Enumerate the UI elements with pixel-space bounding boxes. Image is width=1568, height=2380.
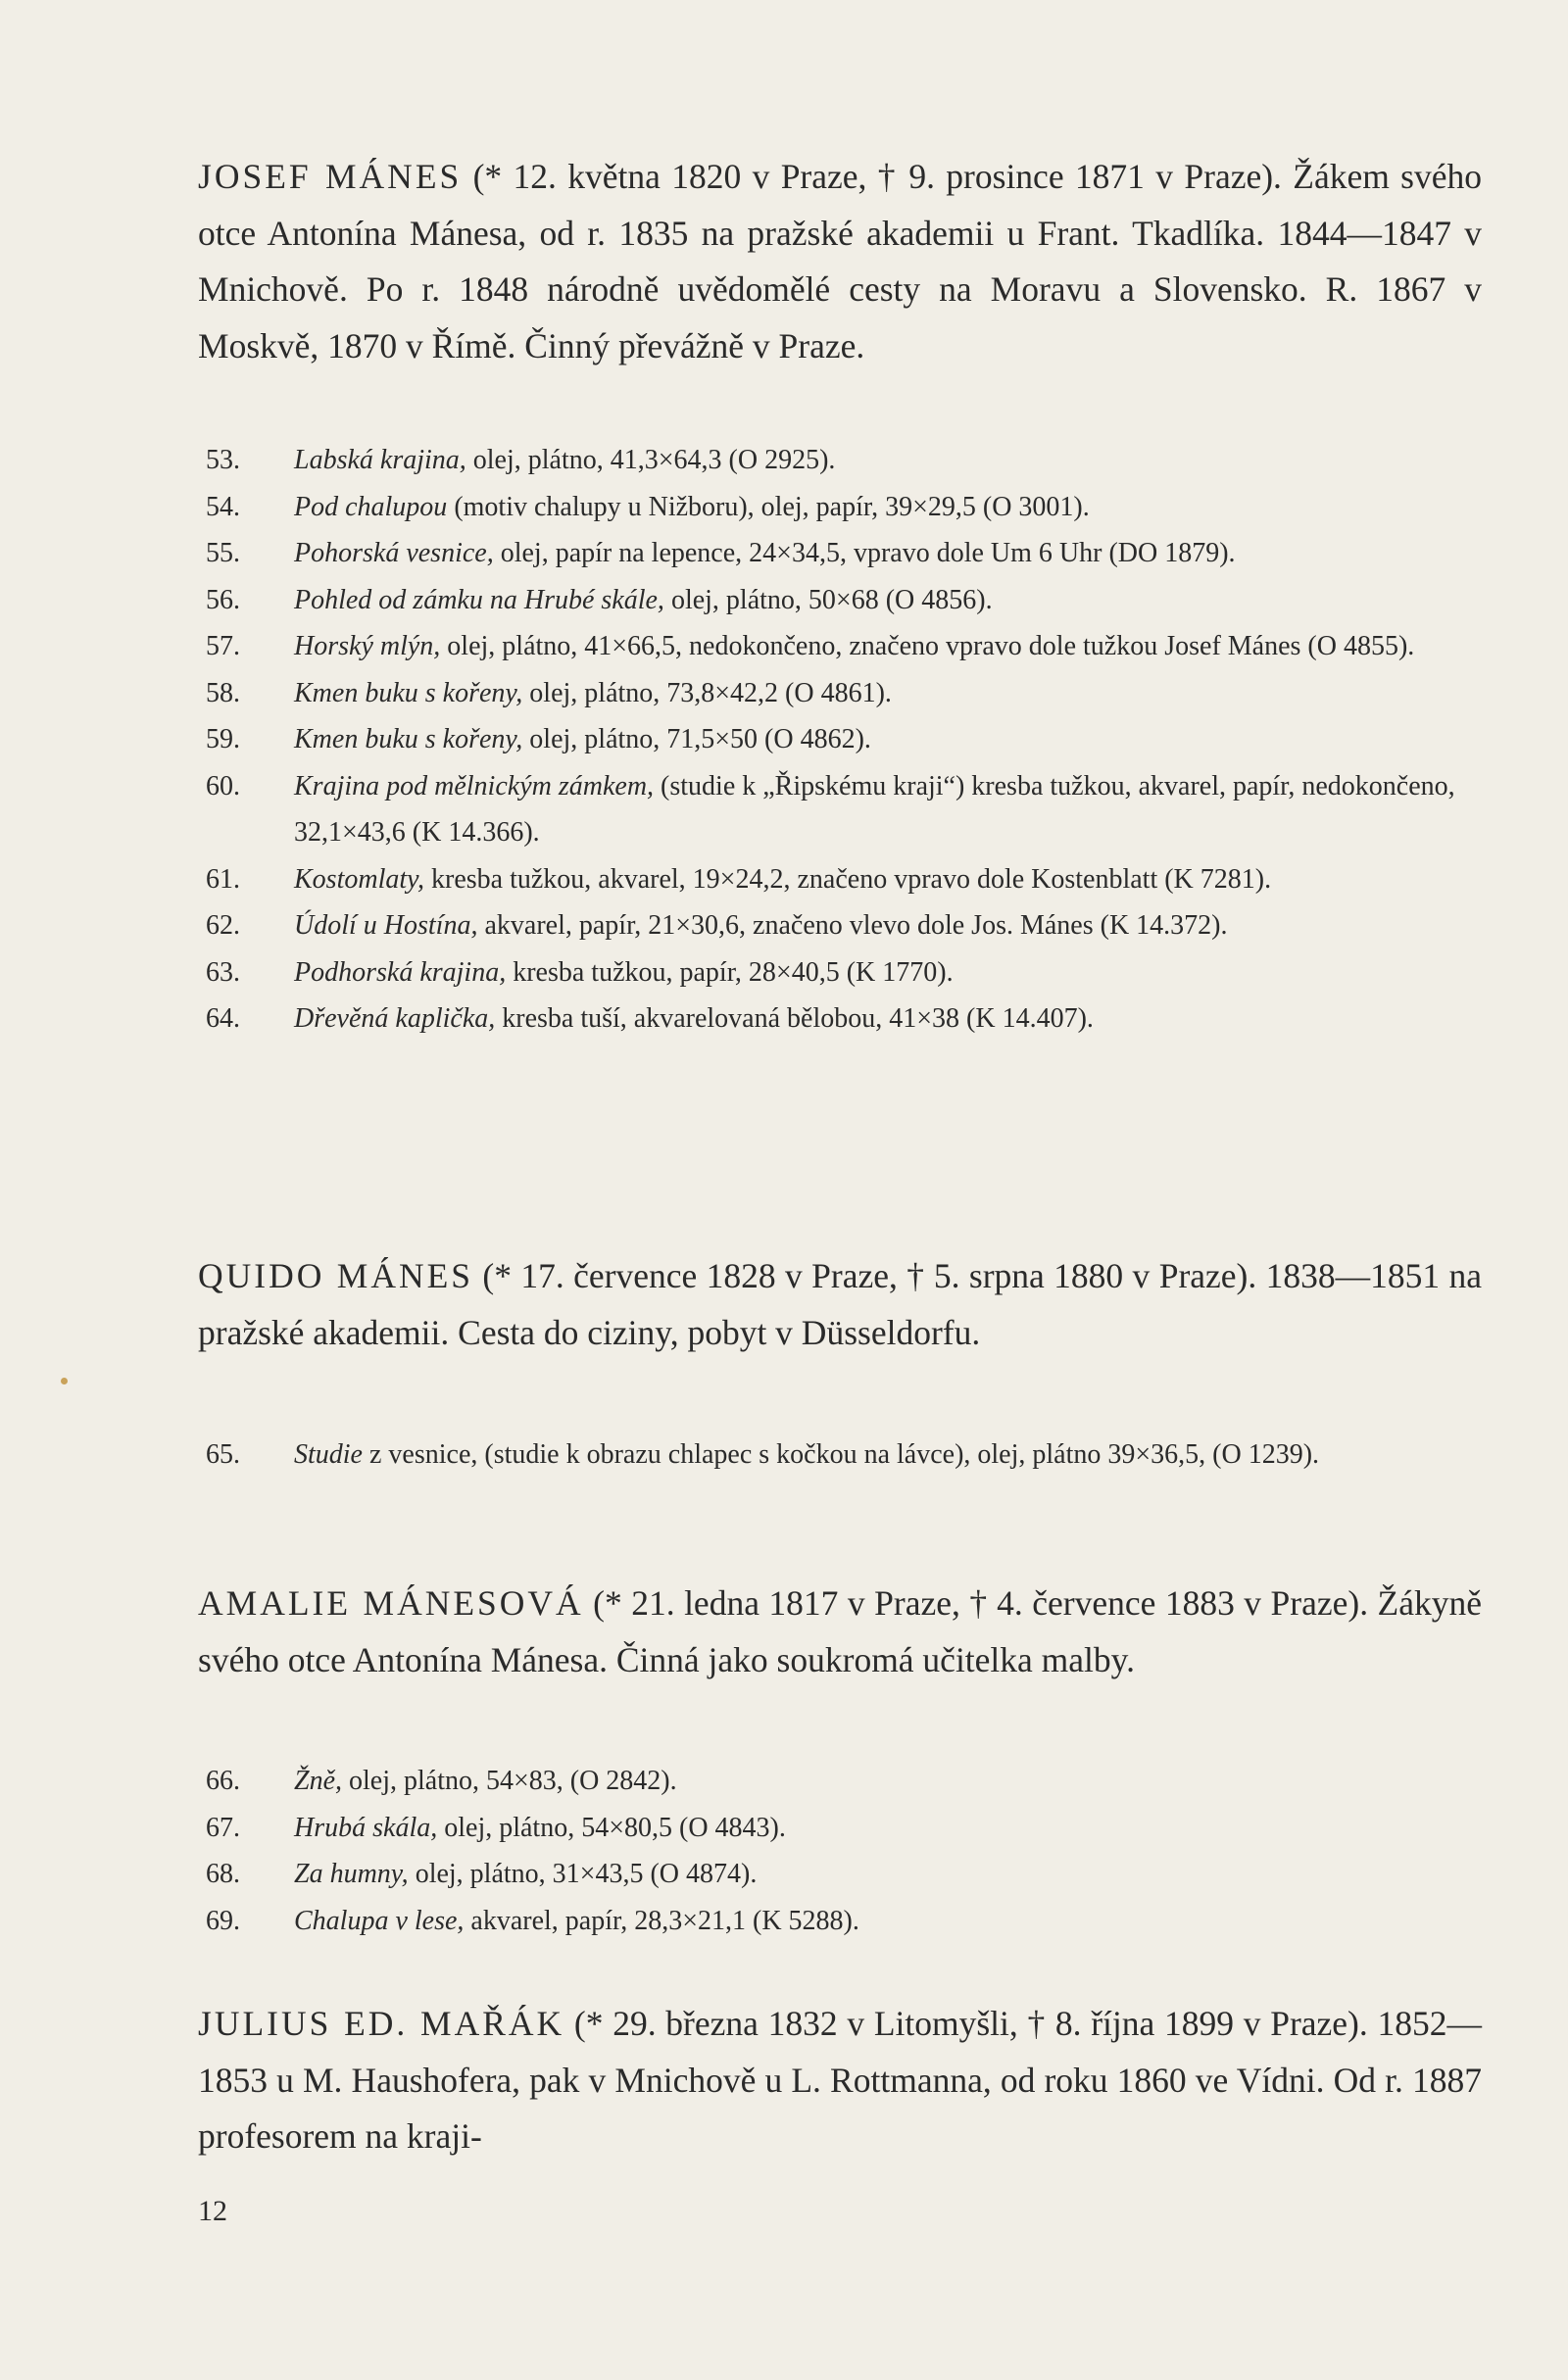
entry-title: Údolí u Hostína, <box>294 910 478 941</box>
catalog-entry <box>206 902 1480 949</box>
catalog-entry <box>206 1758 1480 1805</box>
entry-title: Studie <box>294 1439 363 1470</box>
entry-title: Žně, <box>294 1766 342 1796</box>
entry-details: olej, plátno, 71,5×50 (O 4862). <box>522 724 871 754</box>
artist-bio-text: (* 21. ledna 1817 v Praze, † 4. července 1883 v Praze). Žákyně svého otce Antonína Mánesa. Činná jako soukromá učitelka malby. <box>198 1583 1482 1679</box>
entry-number: 69. <box>206 1905 240 1936</box>
artist-name: JULIUS ED. MAŘÁK <box>198 2004 565 2043</box>
catalog-entry <box>206 1898 1480 1945</box>
artist-name: AMALIE MÁNESOVÁ <box>198 1583 584 1623</box>
entry-number: 62. <box>206 910 240 941</box>
artist-bio-julius-marak <box>198 1996 1482 2165</box>
entry-number: 59. <box>206 724 240 754</box>
entry-details: (motiv chalupy u Nižboru), olej, papír, 39×29,5 (O 3001). <box>447 491 1090 522</box>
entry-title: Podhorská krajina, <box>294 956 507 988</box>
catalog-entry <box>206 670 1480 717</box>
entry-details: kresba tuší, akvarelovaná bělobou, 41×38 (K 14.407). <box>495 1003 1094 1034</box>
entry-details: olej, plátno, 50×68 (O 4856). <box>663 584 993 615</box>
entry-title: Kmen buku s kořeny, <box>294 724 523 754</box>
entry-title: Labská krajina, <box>294 445 466 475</box>
catalog-entry <box>206 949 1480 996</box>
catalog-entry <box>206 1851 1480 1898</box>
entry-title: Dřevěná kaplička, <box>294 1003 496 1034</box>
artist-bio-josef-manes <box>198 149 1482 374</box>
entry-details: olej, plátno, 73,8×42,2 (O 4861). <box>522 677 892 708</box>
artist-name: JOSEF MÁNES <box>198 157 463 196</box>
paper-spot <box>61 1378 68 1384</box>
artist-bio-amalie-manesova <box>198 1576 1482 1688</box>
entry-details: olej, papír na lepence, 24×34,5, vpravo dole Um 6 Uhr (DO 1879). <box>493 538 1236 568</box>
catalog-entries-josef-manes <box>206 437 1480 1043</box>
entry-number: 57. <box>206 631 240 661</box>
entry-details: akvarel, papír, 28,3×21,1 (K 5288). <box>464 1905 859 1936</box>
catalog-entries-quido-manes <box>206 1432 1480 1479</box>
entry-title: Za humny, <box>294 1859 409 1889</box>
entry-title: Hrubá skála, <box>294 1812 438 1843</box>
entry-title: Chalupa v lese, <box>294 1905 465 1936</box>
entry-title: Pohled od zámku na Hrubé skále, <box>294 584 664 615</box>
entry-title: Kostomlaty, <box>294 863 425 895</box>
artist-name: QUIDO MÁNES <box>198 1256 474 1295</box>
entry-number: 65. <box>206 1439 240 1470</box>
catalog-entry <box>206 577 1480 624</box>
catalog-entries-amalie-manesova <box>206 1758 1480 1944</box>
artist-bio-text: (* 29. března 1832 v Litomyšli, † 8. října 1899 v Praze). 1852—1853 u M. Haushofera, pak v Mnichově u L. Rottmanna, od roku 1860 ve Vídni. Od r. 1887 profesorem na kraji- <box>198 2004 1482 2156</box>
catalog-entry <box>206 484 1480 531</box>
entry-number: 53. <box>206 445 240 475</box>
catalog-entry <box>206 623 1480 670</box>
entry-details: olej, plátno, 41×66,5, nedokončeno, značeno vpravo dole tužkou Josef Mánes (O 4855). <box>440 631 1415 661</box>
entry-details: (studie k „Řipskému kraji“) kresba tužkou, akvarel, papír, nedokončeno, 32,1×43,6 (K 14.366). <box>294 770 1455 848</box>
entry-number: 56. <box>206 584 240 615</box>
catalog-entry <box>206 716 1480 763</box>
entry-title: Pohorská vesnice, <box>294 538 494 568</box>
entry-title: Krajina pod mělnickým zámkem, <box>294 770 655 801</box>
entry-number: 64. <box>206 1003 240 1034</box>
entry-details: olej, plátno, 54×83, (O 2842). <box>342 1766 677 1796</box>
entry-title: Pod chalupou <box>294 491 448 522</box>
artist-bio-text: (* 17. července 1828 v Praze, † 5. srpna 1880 v Praze). 1838—1851 na pražské akademii. Cesta do ciziny, pobyt v Düsseldorfu. <box>198 1256 1483 1352</box>
entry-number: 58. <box>206 677 240 708</box>
entry-number: 61. <box>206 863 240 895</box>
catalog-entry <box>206 1432 1480 1479</box>
catalog-entry <box>206 856 1480 903</box>
entry-number: 54. <box>206 491 240 522</box>
entry-details: olej, plátno, 41,3×64,3 (O 2925). <box>466 445 836 475</box>
entry-title: Horský mlýn, <box>294 631 441 661</box>
entry-details: kresba tužkou, akvarel, 19×24,2, značeno vpravo dole Kostenblatt (K 7281). <box>424 863 1272 895</box>
catalog-entry <box>206 530 1480 577</box>
entry-details: kresba tužkou, papír, 28×40,5 (K 1770). <box>506 956 954 988</box>
artist-bio-text: (* 12. května 1820 v Praze, † 9. prosince 1871 v Praze). Žákem svého otce Antonína Mánesa, od r. 1835 na pražské akademii u Frant. Tkadlíka. 1844—1847 v Mnichově. Po r. 1848 národně uvědomělé cesty na Moravu a Slovensko. R. 1867 v Moskvě, 1870 v Římě. Činný převážně v Praze. <box>198 157 1482 365</box>
entry-number: 66. <box>206 1766 240 1796</box>
entry-number: 55. <box>206 538 240 568</box>
catalog-entry <box>206 1805 1480 1852</box>
page-number: 12 <box>198 2195 227 2227</box>
entry-details: akvarel, papír, 21×30,6, značeno vlevo dole Jos. Mánes (K 14.372). <box>477 910 1228 941</box>
entry-number: 67. <box>206 1812 240 1843</box>
artist-bio-quido-manes <box>198 1248 1482 1361</box>
catalog-entry <box>206 437 1480 484</box>
entry-title: Kmen buku s kořeny, <box>294 677 523 708</box>
entry-details: z vesnice, (studie k obrazu chlapec s kočkou na lávce), olej, plátno 39×36,5, (O 1239). <box>363 1439 1320 1470</box>
entry-number: 68. <box>206 1859 240 1889</box>
catalog-entry <box>206 763 1480 856</box>
catalog-entry <box>206 996 1480 1043</box>
entry-details: olej, plátno, 31×43,5 (O 4874). <box>408 1859 758 1889</box>
entry-details: olej, plátno, 54×80,5 (O 4843). <box>437 1812 786 1843</box>
entry-number: 63. <box>206 956 240 988</box>
entry-number: 60. <box>206 770 240 801</box>
